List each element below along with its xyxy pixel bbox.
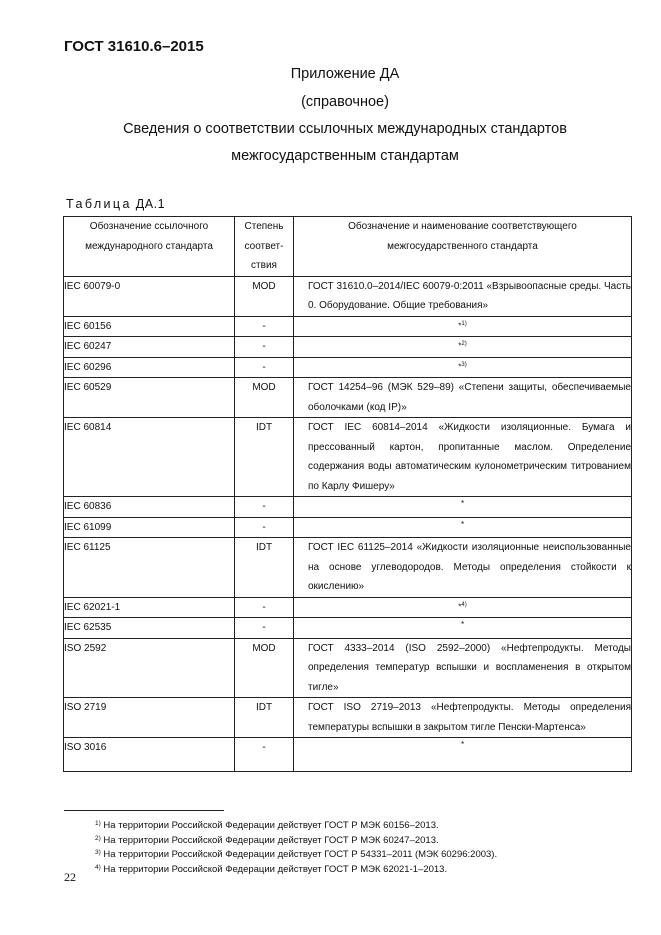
standard-cell: [294, 638, 632, 698]
table-header-row: [64, 217, 632, 277]
table-row: [64, 418, 632, 497]
asterisk: *: [458, 321, 462, 331]
standard-cell: [294, 378, 632, 418]
standard-cell: [294, 618, 632, 639]
header-line: международного стандарта: [85, 240, 213, 252]
degree-cell: MOD: [235, 638, 294, 698]
header-interstate-standard: [294, 217, 632, 277]
standard-text: ГОСТ 14254–96 (МЭК 529–89) «Степени защиты, обеспечиваемые оболочками (код IP)»: [308, 382, 631, 413]
footnote-text: На территории Российской Федерации действует ГОСТ Р 54331–2011 (МЭК 60296:2003).: [103, 849, 498, 860]
table-row: [64, 618, 632, 639]
standard-text: ГОСТ IEC 61125–2014 «Жидкости изоляционные неиспользованные на основе углеводородов. Методы определения стойкости к окислению»: [308, 542, 631, 592]
table-row: [64, 597, 632, 618]
standard-cell: [294, 497, 632, 518]
standard-cell: [294, 597, 632, 618]
ref-cell: IEC 60296: [64, 357, 235, 378]
footnote: [95, 818, 497, 833]
footnote-mark: 4): [95, 863, 101, 871]
footnote: [95, 862, 497, 877]
appendix-kind: (справочное): [301, 94, 389, 110]
table-row: [64, 378, 632, 418]
degree-cell: MOD: [235, 378, 294, 418]
table-row: [64, 638, 632, 698]
table-caption: [66, 197, 165, 211]
appendix-title: Приложение ДА: [290, 66, 400, 82]
ref-cell: IEC 61125: [64, 538, 235, 598]
table-caption-id: ДА.1: [135, 197, 166, 211]
header-line: Обозначение и наименование соответствующего: [348, 221, 577, 232]
footnote-ref: 4): [461, 601, 467, 608]
ref-cell: ISO 3016: [64, 738, 235, 772]
degree-cell: -: [235, 738, 294, 772]
ref-cell: IEC 62021-1: [64, 597, 235, 618]
ref-cell: IEC 60836: [64, 497, 235, 518]
page-number: 22: [64, 870, 76, 884]
standard-text: ГОСТ 31610.0–2014/IEC 60079-0:2011 «Взрывоопасные среды. Часть 0. Оборудование. Общие требования»: [308, 280, 631, 311]
footnote-mark: 2): [95, 834, 101, 842]
ref-cell: IEC 62535: [64, 618, 235, 639]
table-row: [64, 738, 632, 772]
footnote-ref: 2): [461, 341, 467, 347]
footnote: [95, 833, 497, 848]
ref-cell: IEC 61099: [64, 517, 235, 538]
degree-cell: IDT: [235, 698, 294, 738]
ref-cell: IEC 60814: [64, 418, 235, 497]
asterisk: *: [460, 620, 465, 629]
footnote-text: На территории Российской Федерации действует ГОСТ Р МЭК 62021-1–2013.: [103, 863, 448, 875]
footnote-text: На территории Российской Федерации действует ГОСТ Р МЭК 60156–2013.: [103, 820, 439, 831]
table-row: [64, 538, 632, 598]
footnote-mark: 1): [95, 820, 101, 827]
footnote-ref: 1): [461, 320, 467, 327]
header-degree: [235, 217, 294, 277]
table-row: [64, 276, 632, 316]
table-row: [64, 497, 632, 518]
table-row: [64, 698, 632, 738]
asterisk: *: [458, 362, 462, 372]
standard-cell: [294, 316, 632, 337]
standard-cell: [294, 357, 632, 378]
table-row: [64, 357, 632, 378]
footnote-text: На территории Российской Федерации действует ГОСТ Р МЭК 60247–2013.: [103, 834, 439, 846]
table-row: [64, 316, 632, 337]
footnote: [95, 847, 497, 862]
footnote-divider: [64, 810, 224, 811]
degree-cell: -: [235, 337, 294, 358]
standard-cell: [294, 698, 632, 738]
header-line: Степень: [244, 221, 284, 232]
header-line: соответ-: [244, 240, 284, 252]
document-code: ГОСТ 31610.6–2015: [64, 38, 204, 55]
standard-text: ГОСТ ISO 2719–2013 «Нефтепродукты. Методы определения температуры вспышки в закрытом тигле Пенски-Мартенса»: [308, 702, 631, 733]
header-line: Обозначение ссылочного: [89, 221, 209, 232]
ref-cell: ISO 2719: [64, 698, 235, 738]
table-row: [64, 337, 632, 358]
asterisk: *: [458, 341, 462, 351]
degree-cell: -: [235, 517, 294, 538]
asterisk: *: [458, 602, 462, 612]
standard-cell: [294, 418, 632, 497]
degree-cell: -: [235, 357, 294, 378]
asterisk: *: [460, 519, 465, 529]
ref-cell: IEC 60529: [64, 378, 235, 418]
table-caption-word: Таблица: [66, 197, 132, 211]
asterisk: *: [460, 740, 465, 749]
asterisk: *: [460, 499, 465, 508]
standard-cell: [294, 517, 632, 538]
degree-cell: IDT: [235, 418, 294, 497]
ref-cell: ISO 2592: [64, 638, 235, 698]
degree-cell: -: [235, 316, 294, 337]
title-line-2: межгосударственным стандартам: [231, 148, 459, 164]
ref-cell: IEC 60079-0: [64, 276, 235, 316]
standard-text: ГОСТ 4333–2014 (ISO 2592–2000) «Нефтепродукты. Методы определения температур вспышки и воспламенения в открытом тигле»: [308, 642, 631, 693]
ref-cell: IEC 60247: [64, 337, 235, 358]
standard-cell: [294, 738, 632, 772]
standard-text: ГОСТ IEC 60814–2014 «Жидкости изоляционные. Бумага и прессованный картон, пропитанные маслом. Определение содержания воды автоматическим кулонометрическим титрованием по Карлу Фишеру»: [308, 422, 631, 492]
standard-cell: [294, 276, 632, 316]
degree-cell: IDT: [235, 538, 294, 598]
ref-cell: IEC 60156: [64, 316, 235, 337]
degree-cell: -: [235, 497, 294, 518]
footnote-ref: 3): [461, 361, 467, 368]
title-line-1: Сведения о соответствии ссылочных международных стандартов: [123, 121, 567, 137]
degree-cell: MOD: [235, 276, 294, 316]
header-ref-standard: [64, 217, 235, 277]
table-row: [64, 517, 632, 538]
standard-cell: [294, 337, 632, 358]
footnote-mark: 3): [95, 849, 101, 856]
standard-cell: [294, 538, 632, 598]
footnotes: [95, 818, 497, 876]
degree-cell: -: [235, 597, 294, 618]
header-line: межгосударственного стандарта: [387, 240, 538, 252]
degree-cell: -: [235, 618, 294, 639]
header-line: ствия: [251, 260, 277, 271]
correspondence-table: [63, 216, 632, 772]
